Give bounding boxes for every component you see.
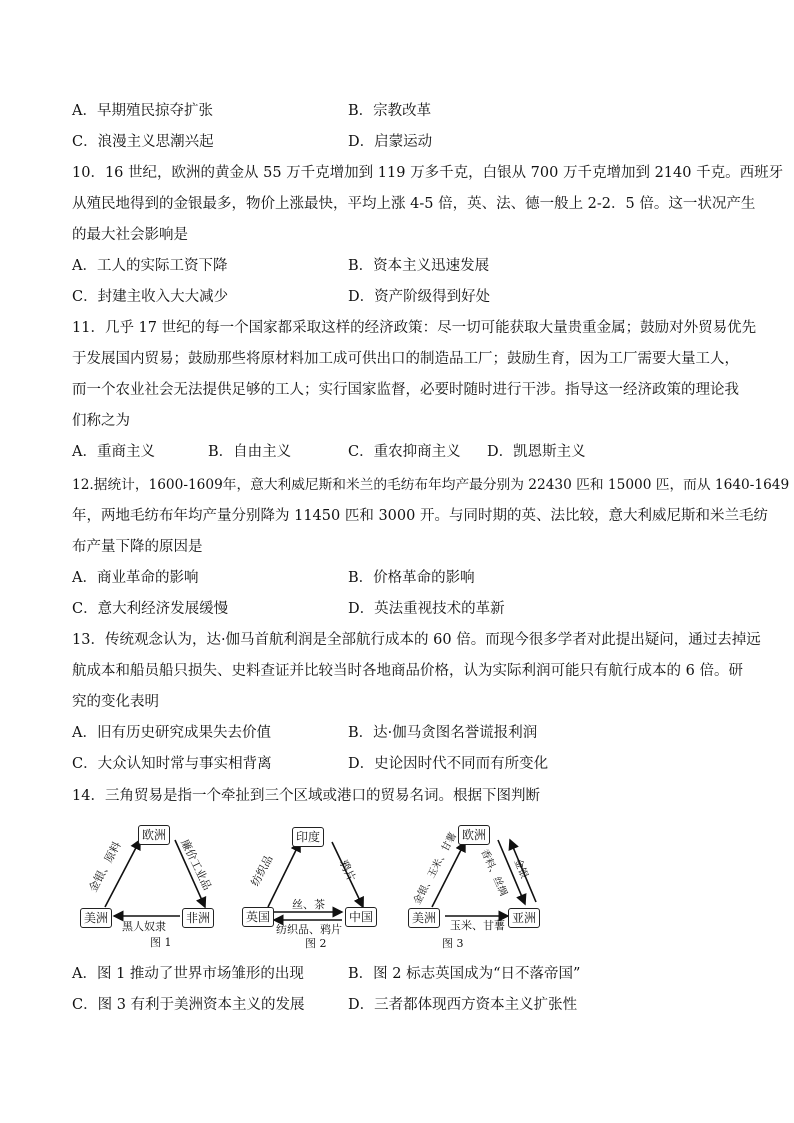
q14-stem: 14．三角贸易是指一个牵扯到三个区域或港口的贸易名词。根据下图判断 [72,788,540,804]
fig1-label-bottom: 黑人奴隶 [122,920,166,933]
q10-option-b: B．资本主义迅速发展 [348,258,490,274]
q10-line-1: 10．16 世纪，欧洲的黄金从 55 万千克增加到 119 万多千克，白银从 700 万千克增加到 2140 千克。西班牙 [72,165,784,181]
fig3-box-left: 美洲 [408,908,440,928]
fig3-label-bottom: 玉米、甘薯 [450,919,505,932]
q11-line-3: 而一个农业社会无法提供足够的工人；实行国家监督，必要时随时进行干涉。指导这一经济政策的理论我 [72,382,739,398]
fig1-caption: 图 1 [150,936,172,949]
fig1-box-right: 非洲 [182,908,214,928]
q11-line-1: 11．几乎 17 世纪的每一个国家都采取这样的经济政策：尽一切可能获取大量贵重金属；鼓励对外贸易优先 [72,320,757,336]
q10-option-d: D．资产阶级得到好处 [348,289,491,305]
fig2-caption: 图 2 [305,937,327,950]
q12-option-a: A．商业革命的影响 [72,570,199,586]
q12-line-2: 年，两地毛纺布年均产量分别降为 11450 匹和 3000 开。与同时期的英、法比较，意大利威尼斯和米兰毛纺 [72,508,768,524]
q13-line-2: 航成本和船员船只损失、史料查证并比较当时各地商品价格，认为实际利润可能只有航行成本的 6 倍。研 [72,663,743,679]
fig3-caption: 图 3 [442,937,464,950]
q12-option-c: C．意大利经济发展缓慢 [72,601,229,617]
fig1-box-left: 美洲 [80,908,112,928]
q10-option-c: C．封建主收入大大减少 [72,289,229,305]
q14-option-b: B．图 2 标志英国成为“日不落帝国” [348,966,581,982]
q9-option-b: B．宗教改革 [348,103,432,119]
q11-option-c: C．重农抑商主义 [348,444,461,460]
q13-line-3: 究的变化表明 [72,694,159,710]
fig1-label-left: 金银、原料 [86,839,124,895]
q12-option-b: B．价格革命的影响 [348,570,475,586]
q14-option-a: A．图 1 推动了世界市场雏形的出现 [72,966,304,982]
q12-line-1: 12.据统计，1600-1609年，意大利威尼斯和米兰的毛纺布年均产最分别为 22430 匹和 15000 匹，而从 1640-1649 [72,477,790,493]
fig2-label-bottom-bottom: 纺织品、鸦片 [276,923,342,936]
q11-line-2: 于发展国内贸易；鼓励那些将原材料加工成可供出口的制造品工厂；鼓励生育，因为工厂需要大量工人， [72,351,739,367]
fig2-box-left: 英国 [242,907,274,927]
fig2-box-top: 印度 [292,827,324,847]
q14-option-d: D．三者都体现西方资本主义扩张性 [348,997,578,1013]
q13-option-c: C．大众认知时常与事实相背离 [72,756,272,772]
triangle-trade-diagrams [70,822,590,952]
q11-option-d: D．凯恩斯主义 [487,444,586,460]
fig3-box-right: 亚洲 [508,908,540,928]
fig3-label-left: 金银、玉米、甘薯 [411,830,460,907]
fig3-label-right-a: 香料、丝绸 [478,847,509,898]
q11-option-a: A．重商主义 [72,444,155,460]
q9-option-d: D．启蒙运动 [348,134,433,150]
fig2-box-right: 中国 [345,907,377,927]
fig3-box-top: 欧洲 [458,825,490,845]
q12-line-3: 布产量下降的原因是 [72,539,203,555]
fig3-label-right-b: 金银 [511,857,530,881]
q11-line-4: 们称之为 [72,413,130,429]
q13-option-b: B．达·伽马贪图名誉谎报利润 [348,725,538,741]
fig2-label-left: 纺织品 [248,853,276,889]
fig2-label-right: 鸦片 [336,858,359,884]
q9-option-a: A．早期殖民掠夺扩张 [72,103,213,119]
q14-option-c: C．图 3 有利于美洲资本主义的发展 [72,997,305,1013]
q13-line-1: 13．传统观念认为，达·伽马首航利润是全部航行成本的 60 倍。而现今很多学者对此提出疑问，通过去掉远 [72,632,761,648]
q10-line-3: 的最大社会影响是 [72,227,188,243]
q13-option-d: D．史论因时代不同而有所变化 [348,756,549,772]
fig1-label-right: 廉价工业品 [178,837,214,893]
q12-option-d: D．英法重视技术的革新 [348,601,505,617]
q13-option-a: A．旧有历史研究成果失去价值 [72,725,271,741]
q11-option-b: B．自由主义 [208,444,292,460]
fig1-box-top: 欧洲 [138,825,170,845]
q9-option-c: C．浪漫主义思潮兴起 [72,134,214,150]
q10-line-2: 从殖民地得到的金银最多，物价上涨最快，平均上涨 4-5 倍，英、法、德一般上 2-2．5 倍。这一状况产生 [72,196,756,212]
fig2-label-bottom-top: 丝、茶 [292,898,325,911]
q10-option-a: A．工人的实际工资下降 [72,258,228,274]
